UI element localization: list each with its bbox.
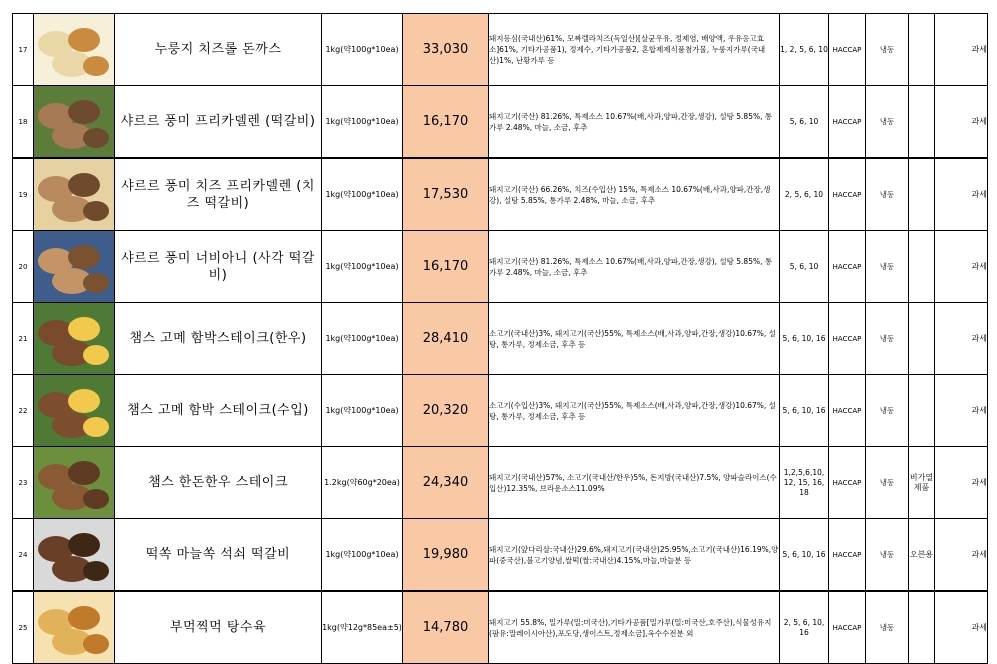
product-name: 떡쏙 마늘쏙 석쇠 떡갈비	[115, 519, 322, 592]
price: 17,530	[403, 158, 489, 231]
table-row[interactable]	[13, 591, 988, 664]
row-number: 22	[13, 375, 34, 447]
product-name: 누룽지 치즈롤 돈까스	[115, 14, 322, 86]
product-rows	[13, 14, 988, 664]
handon-hanwoo-steak-photo	[34, 447, 114, 518]
product-name: 샤르르 풍미 너비아니 (사각 떡갈비)	[115, 231, 322, 303]
allergens: 2, 5, 6, 10, 16	[780, 591, 829, 664]
row-number: 17	[13, 14, 34, 86]
table-row[interactable]	[13, 303, 988, 375]
ingredients: 소고기(수입산)3%, 돼지고기(국산)55%, 특제소스(배,사과,양파,간장,생강)10.67%, 설탕, 통가루, 정제소금, 후추 등	[489, 375, 780, 447]
product-image	[34, 231, 115, 303]
storage-type: 냉동	[866, 591, 909, 664]
cheese-tteokgalbi-photo	[34, 159, 114, 230]
table-row[interactable]	[13, 231, 988, 303]
ingredients: 돼지고기(국산) 81.26%, 특제소스 10.67%(배,사과,양파,간장,생강), 설탕 5.85%, 통가루 2.48%, 마늘, 소금, 후추	[489, 86, 780, 159]
tax-status: 과세	[935, 303, 988, 375]
row-number: 21	[13, 303, 34, 375]
product-image	[34, 519, 115, 592]
ingredients: 돼지고기(국내산)57%, 소고기(국내산/한우)5%, 돈지방(국내산)7.5%, 양파슬라이스(수입산)12.35%, 브라운소스11.09%	[489, 447, 780, 519]
garlic-grilled-tteokgalbi-photo	[34, 519, 114, 590]
table-row[interactable]	[13, 158, 988, 231]
certification: HACCAP	[829, 375, 866, 447]
storage-type: 냉동	[866, 519, 909, 592]
unit-size: 1kg(약100g*10ea)	[322, 14, 403, 86]
allergens: 5, 6, 10	[780, 86, 829, 159]
allergens: 1, 2, 5, 6, 10	[780, 14, 829, 86]
cooking-method	[909, 158, 935, 231]
tax-status: 과세	[935, 519, 988, 592]
product-name: 챔스 고메 함박 스테이크(수입)	[115, 375, 322, 447]
row-number: 18	[13, 86, 34, 159]
product-image	[34, 447, 115, 519]
storage-type: 냉동	[866, 375, 909, 447]
price: 33,030	[403, 14, 489, 86]
ingredients: 소고기(국내산)3%, 돼지고기(국산)55%, 특제소스(배,사과,양파,간장,생강)10.67%, 설탕, 통가루, 정제소금, 후추 등	[489, 303, 780, 375]
product-name: 샤르르 풍미 치즈 프리카델렌 (치즈 떡갈비)	[115, 158, 322, 231]
product-table	[12, 13, 988, 664]
hanwoo-hamburg-steak-photo	[34, 303, 114, 374]
product-image	[34, 303, 115, 375]
table-row[interactable]	[13, 86, 988, 159]
cooking-method: 오븐용	[909, 519, 935, 592]
price: 28,410	[403, 303, 489, 375]
cooking-method: 비가열 제품	[909, 447, 935, 519]
allergens: 5, 6, 10, 16	[780, 303, 829, 375]
product-name: 부먹찍먹 탕수육	[115, 591, 322, 664]
product-image	[34, 14, 115, 86]
square-tteokgalbi-photo	[34, 231, 114, 302]
certification: HACCAP	[829, 447, 866, 519]
ingredients: 돼지고기 55.8%, 밀가루(밀:미국산),기타가공품[밀가루(밀:미국산,호주산),식물성유지(팜유:말레이시아산),포도당,생이스트,정제소금],옥수수전분 외	[489, 591, 780, 664]
product-name: 챔스 고메 함박스테이크(한우)	[115, 303, 322, 375]
cooking-method	[909, 86, 935, 159]
unit-size: 1kg(약100g*10ea)	[322, 86, 403, 159]
storage-type: 냉동	[866, 158, 909, 231]
price: 19,980	[403, 519, 489, 592]
row-number: 19	[13, 158, 34, 231]
table-row[interactable]	[13, 14, 988, 86]
price: 20,320	[403, 375, 489, 447]
certification: HACCAP	[829, 158, 866, 231]
price: 16,170	[403, 231, 489, 303]
unit-size: 1kg(약100g*10ea)	[322, 519, 403, 592]
cooking-method	[909, 591, 935, 664]
tax-status: 과세	[935, 447, 988, 519]
product-image	[34, 591, 115, 664]
table-row[interactable]	[13, 375, 988, 447]
unit-size: 1kg(약100g*10ea)	[322, 303, 403, 375]
imported-hamburg-steak-photo	[34, 375, 114, 446]
unit-size: 1.2kg(약60g*20ea)	[322, 447, 403, 519]
cooking-method	[909, 303, 935, 375]
certification: HACCAP	[829, 591, 866, 664]
table-row[interactable]	[13, 447, 988, 519]
storage-type: 냉동	[866, 303, 909, 375]
tax-status: 과세	[935, 14, 988, 86]
unit-size: 1kg(약100g*10ea)	[322, 375, 403, 447]
ingredients: 돼지등심(국내산)61%, 모짜렐라치즈(독일산)[살균우유, 정제염, 배양액, 우유응고효소]61%, 기타가공품1), 정제수, 기타가공품2, 혼합제제식품첨가물, 누룽지가루(국내산)1%, 난황가루 등	[489, 14, 780, 86]
product-image	[34, 86, 115, 159]
certification: HACCAP	[829, 86, 866, 159]
row-number: 25	[13, 591, 34, 664]
tax-status: 과세	[935, 375, 988, 447]
price: 14,780	[403, 591, 489, 664]
storage-type: 냉동	[866, 447, 909, 519]
product-image	[34, 158, 115, 231]
ingredients: 돼지고기(국산) 66.26%, 치즈(수입산) 15%, 특제소스 10.67%(배,사과,양파,간장,생강), 설탕 5.85%, 통가루 2.48%, 마늘, 소금, 후추	[489, 158, 780, 231]
cheese-roll-cutlet-photo	[34, 14, 114, 85]
cooking-method	[909, 14, 935, 86]
allergens: 5, 6, 10, 16	[780, 375, 829, 447]
tax-status: 과세	[935, 231, 988, 303]
storage-type: 냉동	[866, 14, 909, 86]
price: 24,340	[403, 447, 489, 519]
tax-status: 과세	[935, 86, 988, 159]
product-image	[34, 375, 115, 447]
certification: HACCAP	[829, 519, 866, 592]
unit-size: 1kg(약12g*85ea±5)	[322, 591, 403, 664]
tteokgalbi-photo	[34, 86, 114, 157]
allergens: 5, 6, 10, 16	[780, 519, 829, 592]
cooking-method	[909, 231, 935, 303]
allergens: 1,2,5,6,10, 12, 15, 16, 18	[780, 447, 829, 519]
unit-size: 1kg(약100g*10ea)	[322, 158, 403, 231]
cooking-method	[909, 375, 935, 447]
allergens: 5, 6, 10	[780, 231, 829, 303]
tax-status: 과세	[935, 158, 988, 231]
price: 16,170	[403, 86, 489, 159]
allergens: 2, 5, 6, 10	[780, 158, 829, 231]
certification: HACCAP	[829, 231, 866, 303]
certification: HACCAP	[829, 303, 866, 375]
table-row[interactable]	[13, 519, 988, 592]
certification: HACCAP	[829, 14, 866, 86]
storage-type: 냉동	[866, 231, 909, 303]
unit-size: 1kg(약100g*10ea)	[322, 231, 403, 303]
row-number: 23	[13, 447, 34, 519]
product-name: 챔스 한돈한우 스테이크	[115, 447, 322, 519]
storage-type: 냉동	[866, 86, 909, 159]
row-number: 20	[13, 231, 34, 303]
ingredients: 돼지고기(국산) 81.26%, 특제소스 10.67%(배,사과,양파,간장,생강), 설탕 5.85%, 통가루 2.48%, 마늘, 소금, 후추	[489, 231, 780, 303]
sweet-sour-pork-photo	[34, 592, 114, 663]
tax-status: 과세	[935, 591, 988, 664]
ingredients: 돼지고기(앞다리살:국내산)29.6%,돼지고기(국내산)25.95%,소고기(국내산)16.19%,양파(중국산),불고기양념,쌀떡(쌀:국내산)4.15%,마늘,마늘분 등	[489, 519, 780, 592]
product-name: 샤르르 풍미 프리카델렌 (떡갈비)	[115, 86, 322, 159]
row-number: 24	[13, 519, 34, 592]
